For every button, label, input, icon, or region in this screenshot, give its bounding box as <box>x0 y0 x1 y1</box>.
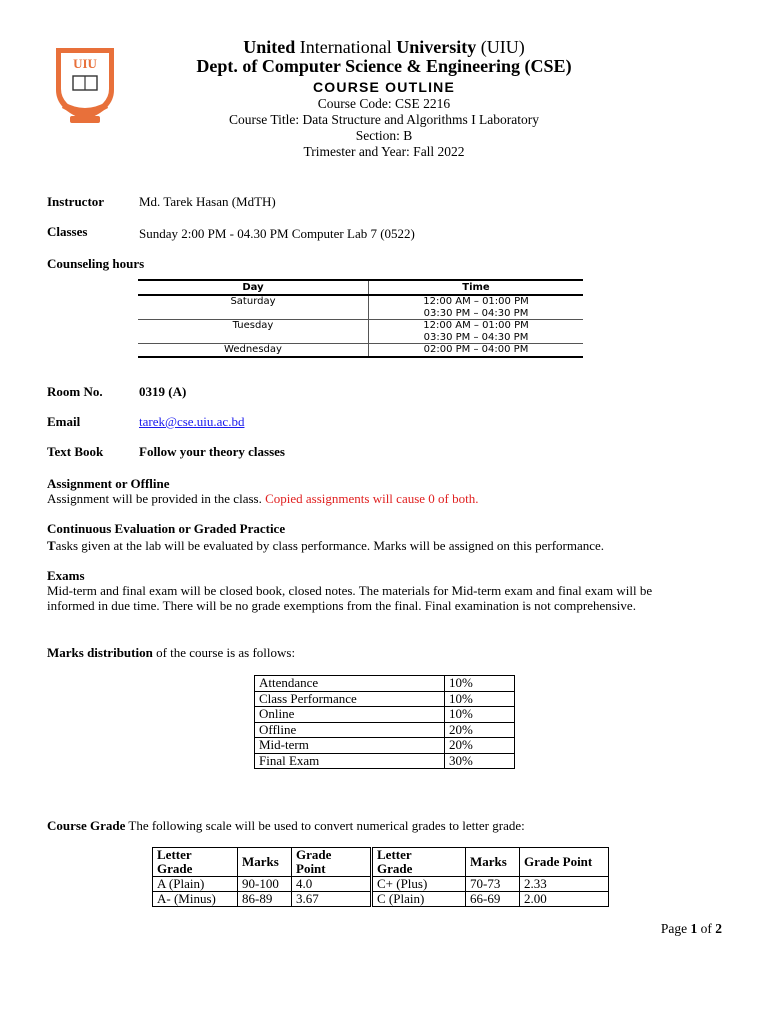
table-header-row: Letter Grade Marks Grade Point Letter Grade Marks Grade Point <box>153 848 609 877</box>
instructor-value: Md. Tarek Hasan (MdTH) <box>139 194 276 209</box>
day-cell: Wednesday <box>138 344 369 357</box>
table-row: Online 10% <box>255 707 515 723</box>
col-header-day: Day <box>138 280 369 295</box>
page-number: Page 1 of 2 <box>660 921 722 936</box>
exams-line2: informed in due time. There will be no grade exemptions from the final. Final examination is not comprehensive. <box>47 598 636 613</box>
counseling-label: Counseling hours <box>47 256 145 271</box>
classes-label: Classes <box>47 224 88 239</box>
grade-table <box>152 847 609 907</box>
table-row: Attendance 10% <box>255 676 515 692</box>
table-row: Class Performance 10% <box>255 691 515 707</box>
university-name: United International University (UIU) <box>243 37 525 57</box>
textbook-value: Follow your theory classes <box>139 444 285 459</box>
document-title: COURSE OUTLINE <box>312 79 456 95</box>
col-header-time: Time <box>369 280 584 295</box>
time-cell: 12:00 AM – 01:00 PM 03:30 PM – 04:30 PM <box>369 320 584 344</box>
logo-text: UIU <box>73 56 97 71</box>
room-value: 0319 (A) <box>139 384 187 399</box>
table-row: A- (Minus) 86-89 3.67 C (Plain) 66-69 2.00 <box>153 892 609 907</box>
course-title: Course Title: Data Structure and Algorithms I Laboratory <box>228 112 540 127</box>
ce-title: Continuous Evaluation or Graded Practice <box>47 521 286 536</box>
assignment-text: Assignment will be provided in the class. Copied assignments will cause 0 of both. <box>47 491 479 506</box>
email-link[interactable]: tarek@cse.uiu.ac.bd <box>139 414 245 429</box>
table-row <box>138 295 583 320</box>
assignment-title: Assignment or Offline <box>47 476 170 491</box>
department-name: Dept. of Computer Science & Engineering (CSE) <box>196 56 572 76</box>
textbook-label: Text Book <box>47 444 104 459</box>
email-label: Email <box>47 414 81 429</box>
table-row: Mid-term 20% <box>255 738 515 754</box>
table-row: Final Exam 30% <box>255 753 515 769</box>
trimester: Trimester and Year: Fall 2022 <box>303 144 465 159</box>
ce-text: Tasks given at the lab will be evaluated by class performance. Marks will be assigned on this performance. <box>47 538 605 553</box>
room-label: Room No. <box>47 384 103 399</box>
day-cell: Saturday <box>138 295 369 320</box>
table-row: A (Plain) 90-100 4.0 C+ (Plus) 70-73 2.33 <box>153 877 609 892</box>
marks-table <box>254 675 515 769</box>
counseling-table <box>138 279 583 358</box>
table-row: Offline 20% <box>255 722 515 738</box>
assignment-warning: Copied assignments will cause 0 of both. <box>265 491 479 506</box>
exams-title: Exams <box>47 568 85 583</box>
section: Section: B <box>355 128 413 143</box>
time-cell: 12:00 AM – 01:00 PM 03:30 PM – 04:30 PM <box>369 295 584 320</box>
marks-distribution-intro: Marks distribution of the course is as follows: <box>47 645 296 660</box>
time-cell: 02:00 PM – 04:00 PM <box>369 344 584 357</box>
day-cell: Tuesday <box>138 320 369 344</box>
course-code: Course Code: CSE 2216 <box>317 96 451 111</box>
table-row <box>138 320 583 344</box>
table-row <box>138 344 583 357</box>
course-grade-intro: Course Grade The following scale will be used to convert numerical grades to letter grade: <box>47 818 525 833</box>
instructor-label: Instructor <box>47 194 105 209</box>
classes-value: Sunday 2:00 PM - 04.30 PM Computer Lab 7 (0522) <box>139 226 415 241</box>
exams-line1: Mid-term and final exam will be closed book, closed notes. The materials for Mid-term exam and final exam will be <box>47 583 653 598</box>
